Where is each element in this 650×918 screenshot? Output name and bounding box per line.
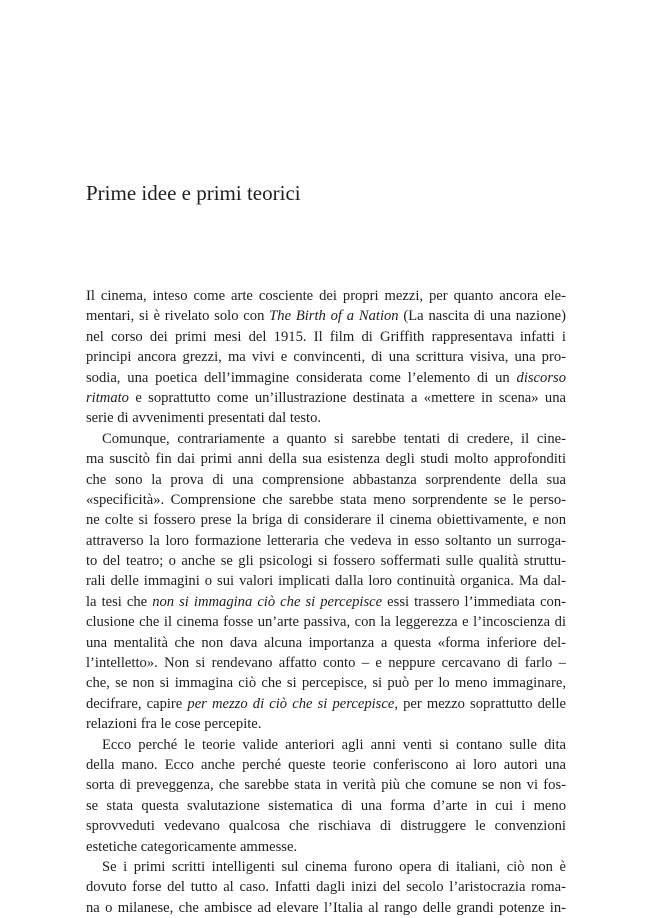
italic-text: The Birth of a Nation bbox=[269, 308, 399, 325]
text-line bbox=[86, 857, 566, 877]
text-run: dovuto forse del tutto al caso. Infatti dagli inizi del secolo l’aristocrazia roma- bbox=[86, 879, 566, 896]
text-line bbox=[86, 837, 566, 857]
text-line bbox=[86, 735, 566, 755]
text-run: ma suscitò fin dai primi anni della sua esistenza degli studi molto approfonditi bbox=[86, 451, 566, 468]
text-line bbox=[86, 429, 566, 449]
text-run: una mentalità che non dava alcuna importanza a questa «forma inferiore del- bbox=[86, 634, 566, 651]
text-run: Ecco perché le teorie valide anteriori agli anni venti si contano sulle dita bbox=[102, 736, 566, 753]
text-line bbox=[86, 898, 566, 918]
text-line bbox=[86, 510, 566, 530]
text-run: «specificità». Comprensione che sarebbe stata meno sorprendente se le perso- bbox=[86, 491, 566, 508]
italic-text: ritmato bbox=[86, 389, 129, 406]
text-run: la tesi che bbox=[86, 593, 153, 610]
text-line bbox=[86, 755, 566, 775]
text-run: sorta di preveggenza, che sarebbe stata in verità più che comune se non vi fos- bbox=[86, 777, 566, 794]
body-text bbox=[86, 286, 566, 918]
text-run: se stata questa svalutazione sistematica di una forma d’arte in cui i meno bbox=[86, 797, 566, 814]
text-run: estetiche categoricamente ammesse. bbox=[86, 838, 298, 855]
text-run: Comunque, contrariamente a quanto si sarebbe tentati di credere, il cine- bbox=[102, 430, 566, 447]
text-run: , per mezzo soprattutto delle bbox=[394, 695, 566, 712]
text-run: sodia, una poetica dell’immagine considerata come l’elemento di un bbox=[86, 369, 517, 386]
text-line bbox=[86, 327, 566, 347]
text-run: mentari, si è rivelato solo con bbox=[86, 308, 270, 325]
text-run: essi trassero l’immediata con- bbox=[382, 593, 566, 610]
italic-text: discorso bbox=[516, 369, 566, 386]
text-line bbox=[86, 775, 566, 795]
text-run: nel corso dei primi mesi del 1915. Il film di Griffith rappresentava infatti i bbox=[86, 328, 566, 345]
text-line bbox=[86, 449, 566, 469]
paragraph bbox=[86, 735, 566, 857]
text-run: relazioni fra le cose percepite. bbox=[86, 716, 262, 733]
text-line bbox=[86, 286, 566, 306]
text-run: rali delle immagini o sui valori implicati dalla loro continuità organica. Ma dal- bbox=[86, 573, 566, 590]
text-run: che sono la prova di una comprensione abbastanza sorprendente della sua bbox=[86, 471, 566, 488]
text-run: clusione che il cinema fosse un’arte passiva, con la leggerezza e l’incoscienza di bbox=[86, 614, 566, 631]
text-line bbox=[86, 714, 566, 734]
text-run: Se i primi scritti intelligenti sul cinema furono opera di italiani, ciò non è bbox=[102, 858, 566, 875]
text-line bbox=[86, 347, 566, 367]
text-run: (La nascita di una nazione) bbox=[398, 308, 566, 325]
text-line bbox=[86, 368, 566, 388]
paragraph bbox=[86, 857, 566, 918]
text-run: attraverso la loro formazione letteraria che vedeva in esso soltanto un surroga- bbox=[86, 532, 566, 549]
text-run: sprovveduti vedevano qualcosa che rischiava di distruggere le convenzioni bbox=[86, 818, 566, 835]
chapter-title: Prime idee e primi teorici bbox=[86, 181, 301, 205]
text-run: na o milanese, che ambisce ad elevare l’Italia al rango delle grandi potenze in- bbox=[86, 899, 566, 916]
text-run: Il cinema, inteso come arte cosciente dei propri mezzi, per quanto ancora ele- bbox=[86, 288, 566, 304]
text-line bbox=[86, 796, 566, 816]
text-run: l’intelletto». Non si rendevano affatto conto – e neppure cercavano di farlo – bbox=[86, 655, 566, 672]
text-line bbox=[86, 470, 566, 490]
text-line bbox=[86, 592, 566, 612]
text-run: che, se non si immagina ciò che si percepisce, si può per lo meno immaginare, bbox=[86, 675, 566, 692]
paragraph bbox=[86, 429, 566, 735]
text-run: to del teatro; o anche se gli psicologi si fossero soffermati sulle qualità struttu- bbox=[86, 553, 566, 570]
text-line bbox=[86, 633, 566, 653]
text-run: della mano. Ecco anche perché queste teorie conferiscono ai loro autori una bbox=[86, 756, 566, 773]
text-line bbox=[86, 388, 566, 408]
text-line bbox=[86, 551, 566, 571]
text-run: principi ancora grezzi, ma vivi e convincenti, di una scrittura visiva, una pro- bbox=[86, 349, 566, 366]
text-line bbox=[86, 877, 566, 897]
italic-text: non si immagina ciò che si percepisce bbox=[152, 593, 383, 610]
text-line bbox=[86, 612, 566, 632]
italic-text: per mezzo di ciò che si percepisce bbox=[187, 695, 395, 712]
paragraph bbox=[86, 286, 566, 429]
text-run: e soprattutto come un’illustrazione destinata a «mettere in scena» una bbox=[128, 389, 566, 406]
text-line bbox=[86, 408, 566, 428]
text-run: ne colte si fossero prese la briga di considerare il cinema obiettivamente, e non bbox=[86, 512, 566, 529]
text-line bbox=[86, 816, 566, 836]
text-line bbox=[86, 490, 566, 510]
text-line bbox=[86, 694, 566, 714]
text-line bbox=[86, 673, 566, 693]
text-line bbox=[86, 306, 566, 326]
text-run: decifrare, capire bbox=[86, 695, 188, 712]
text-run: serie di avvenimenti presentati dal testo. bbox=[86, 410, 322, 427]
text-line bbox=[86, 531, 566, 551]
text-line bbox=[86, 571, 566, 591]
text-line bbox=[86, 653, 566, 673]
